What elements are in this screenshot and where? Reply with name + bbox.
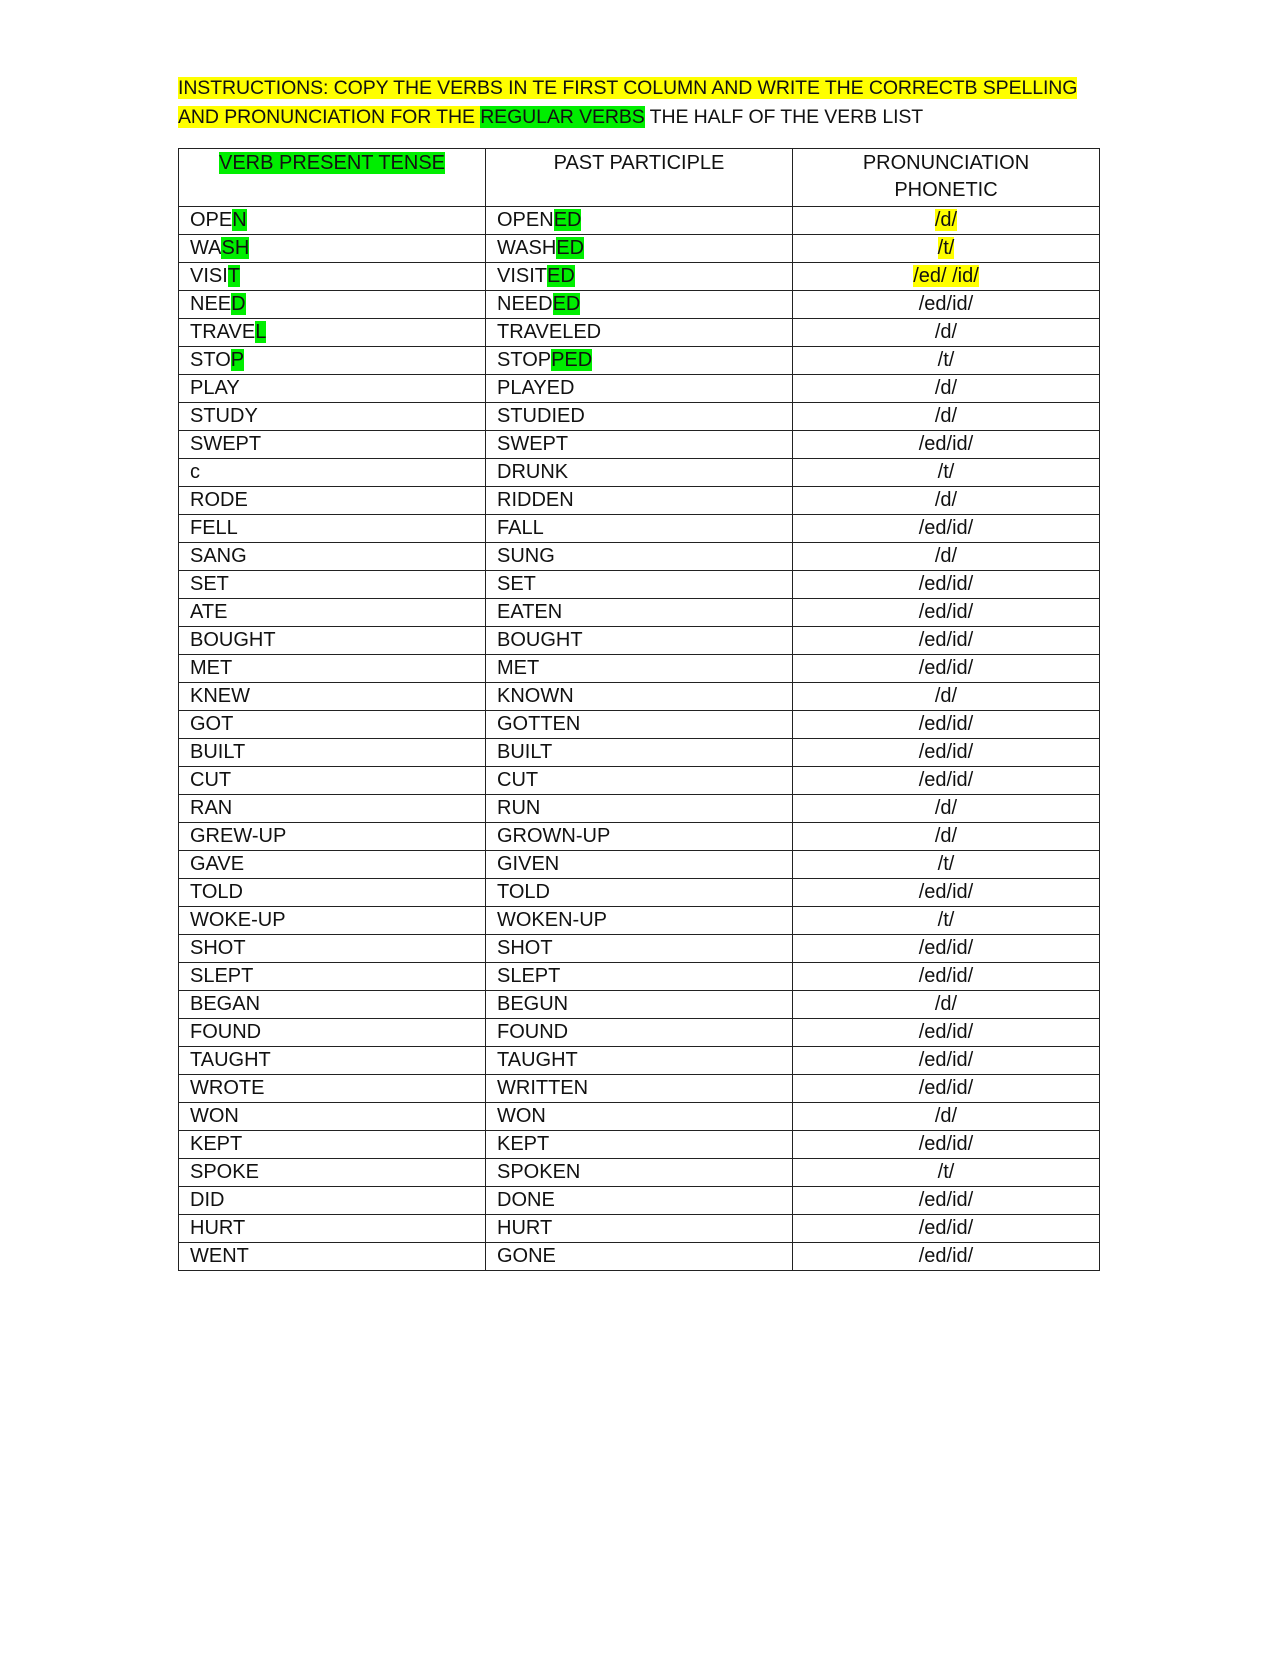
- document-page: [178, 74, 1100, 1271]
- cell-past: KNOWN: [486, 683, 793, 711]
- cell-past: FOUND: [486, 1019, 793, 1047]
- table-row: [179, 1103, 1100, 1131]
- cell-pronunciation: /ed/id/: [793, 767, 1100, 795]
- cell-past: WON: [486, 1103, 793, 1131]
- cell-past: BUILT: [486, 739, 793, 767]
- table-row: [179, 1215, 1100, 1243]
- table-row: [179, 655, 1100, 683]
- cell-pronunciation: [793, 207, 1100, 235]
- cell-pronunciation: /ed/id/: [793, 1215, 1100, 1243]
- table-row: [179, 515, 1100, 543]
- cell-pronunciation: /t/: [793, 907, 1100, 935]
- past-stem: WASH: [497, 237, 557, 259]
- pronunciation-text: /d/: [934, 321, 958, 343]
- pronunciation-text: /d/: [934, 209, 958, 231]
- cell-pronunciation: /ed/id/: [793, 879, 1100, 907]
- table-row: [179, 207, 1100, 235]
- present-stem: VISI: [190, 265, 228, 287]
- cell-present: CUT: [179, 767, 486, 795]
- cell-present: FOUND: [179, 1019, 486, 1047]
- cell-past: MET: [486, 655, 793, 683]
- cell-pronunciation: /d/: [793, 543, 1100, 571]
- past-ending: ED: [553, 209, 582, 231]
- cell-past: RUN: [486, 795, 793, 823]
- table-body: [179, 207, 1100, 1271]
- cell-past: BEGUN: [486, 991, 793, 1019]
- table-row: [179, 571, 1100, 599]
- cell-past: SPOKEN: [486, 1159, 793, 1187]
- table-row: [179, 795, 1100, 823]
- header-present: [179, 149, 486, 207]
- cell-past: GONE: [486, 1243, 793, 1271]
- cell-pronunciation: /ed/id/: [793, 1019, 1100, 1047]
- cell-past: SUNG: [486, 543, 793, 571]
- cell-present: WOKE-UP: [179, 907, 486, 935]
- cell-pronunciation: [793, 291, 1100, 319]
- past-ending: ED: [552, 293, 581, 315]
- cell-past: GOTTEN: [486, 711, 793, 739]
- present-ending: T: [227, 265, 241, 287]
- cell-present: FELL: [179, 515, 486, 543]
- cell-pronunciation: /ed/id/: [793, 431, 1100, 459]
- cell-past: SLEPT: [486, 963, 793, 991]
- cell-past: DRUNK: [486, 459, 793, 487]
- header-pronunciation: [793, 149, 1100, 207]
- cell-present: SLEPT: [179, 963, 486, 991]
- cell-present: WON: [179, 1103, 486, 1131]
- cell-pronunciation: /ed/id/: [793, 627, 1100, 655]
- cell-present: [179, 235, 486, 263]
- cell-present: SET: [179, 571, 486, 599]
- present-ending: N: [232, 209, 247, 231]
- past-stem: STOP: [497, 349, 552, 371]
- past-stem: TRAVELED: [497, 321, 602, 343]
- cell-present: [179, 291, 486, 319]
- cell-past: STUDIED: [486, 403, 793, 431]
- cell-pronunciation: /ed/id/: [793, 739, 1100, 767]
- cell-past: GROWN-UP: [486, 823, 793, 851]
- cell-past: [486, 263, 793, 291]
- cell-pronunciation: /d/: [793, 823, 1100, 851]
- cell-present: TAUGHT: [179, 1047, 486, 1075]
- cell-present: c: [179, 459, 486, 487]
- table-row: [179, 1243, 1100, 1271]
- table-row: [179, 347, 1100, 375]
- cell-present: WENT: [179, 1243, 486, 1271]
- table-row: [179, 851, 1100, 879]
- table-row: [179, 1187, 1100, 1215]
- cell-pronunciation: [793, 347, 1100, 375]
- cell-past: CUT: [486, 767, 793, 795]
- past-stem: VISIT: [497, 265, 548, 287]
- cell-past: SWEPT: [486, 431, 793, 459]
- table-row: [179, 403, 1100, 431]
- present-stem: WA: [190, 237, 222, 259]
- cell-present: TOLD: [179, 879, 486, 907]
- cell-past: TAUGHT: [486, 1047, 793, 1075]
- cell-past: HURT: [486, 1215, 793, 1243]
- pronunciation-text: /t/: [937, 237, 955, 259]
- cell-pronunciation: /ed/id/: [793, 935, 1100, 963]
- cell-past: [486, 207, 793, 235]
- cell-pronunciation: /d/: [793, 375, 1100, 403]
- cell-present: [179, 319, 486, 347]
- table-row: [179, 1075, 1100, 1103]
- table-row: [179, 683, 1100, 711]
- cell-pronunciation: /ed/id/: [793, 1075, 1100, 1103]
- cell-pronunciation: /d/: [793, 403, 1100, 431]
- cell-past: WOKEN-UP: [486, 907, 793, 935]
- table-row: [179, 263, 1100, 291]
- cell-present: SWEPT: [179, 431, 486, 459]
- cell-pronunciation: /ed/id/: [793, 1187, 1100, 1215]
- cell-past: RIDDEN: [486, 487, 793, 515]
- cell-present: WROTE: [179, 1075, 486, 1103]
- cell-past: WRITTEN: [486, 1075, 793, 1103]
- cell-past: KEPT: [486, 1131, 793, 1159]
- present-stem: NEE: [190, 293, 232, 315]
- present-ending: L: [255, 321, 267, 343]
- table-row: [179, 235, 1100, 263]
- pronunciation-text: /t/: [937, 349, 955, 371]
- cell-present: SHOT: [179, 935, 486, 963]
- cell-present: GAVE: [179, 851, 486, 879]
- cell-present: GREW-UP: [179, 823, 486, 851]
- cell-pronunciation: /d/: [793, 683, 1100, 711]
- table-row: [179, 291, 1100, 319]
- table-row: [179, 1159, 1100, 1187]
- past-ending: ED: [547, 265, 575, 287]
- table-row: [179, 1131, 1100, 1159]
- cell-pronunciation: /ed/id/: [793, 1243, 1100, 1271]
- cell-past: [486, 291, 793, 319]
- table-row: [179, 459, 1100, 487]
- cell-present: RODE: [179, 487, 486, 515]
- cell-pronunciation: /d/: [793, 795, 1100, 823]
- cell-present: PLAY: [179, 375, 486, 403]
- cell-past: SHOT: [486, 935, 793, 963]
- table-row: [179, 879, 1100, 907]
- cell-present: [179, 207, 486, 235]
- cell-pronunciation: /ed/id/: [793, 571, 1100, 599]
- header-pron-line1: PRONUNCIATION: [862, 152, 1030, 174]
- instructions-part-1: INSTRUCTIONS: COPY THE VERBS IN TE FIRST COLUMN AND WRITE THE CORRECTB SPELLING AND PRONUNCIATION FOR THE: [178, 77, 1078, 128]
- header-past-label: PAST PARTICIPLE: [553, 152, 725, 174]
- table-row: [179, 599, 1100, 627]
- pronunciation-text: /ed/id/: [918, 293, 974, 315]
- table-row: [179, 739, 1100, 767]
- instructions-part-3: THE HALF OF THE VERB LIST: [644, 106, 924, 128]
- cell-past: TOLD: [486, 879, 793, 907]
- table-row: [179, 711, 1100, 739]
- cell-past: GIVEN: [486, 851, 793, 879]
- cell-present: BUILT: [179, 739, 486, 767]
- cell-present: BEGAN: [179, 991, 486, 1019]
- present-stem: TRAVE: [190, 321, 256, 343]
- cell-past: EATEN: [486, 599, 793, 627]
- cell-pronunciation: [793, 263, 1100, 291]
- table-row: [179, 1019, 1100, 1047]
- table-row: [179, 1047, 1100, 1075]
- cell-present: KNEW: [179, 683, 486, 711]
- table-row: [179, 543, 1100, 571]
- cell-pronunciation: [793, 235, 1100, 263]
- verb-table: [178, 148, 1100, 1271]
- past-ending: PED: [551, 349, 593, 371]
- past-stem: NEED: [497, 293, 553, 315]
- present-ending: D: [231, 293, 246, 315]
- table-header-row: [179, 149, 1100, 207]
- cell-pronunciation: /d/: [793, 487, 1100, 515]
- instructions-text: [178, 74, 1100, 132]
- present-ending: P: [230, 349, 245, 371]
- cell-present: RAN: [179, 795, 486, 823]
- cell-present: SANG: [179, 543, 486, 571]
- cell-pronunciation: /ed/id/: [793, 1047, 1100, 1075]
- present-stem: OPE: [190, 209, 233, 231]
- table-row: [179, 319, 1100, 347]
- cell-pronunciation: /ed/id/: [793, 963, 1100, 991]
- cell-pronunciation: /ed/id/: [793, 1131, 1100, 1159]
- table-row: [179, 907, 1100, 935]
- cell-present: DID: [179, 1187, 486, 1215]
- pronunciation-text: /ed/ /id/: [913, 265, 979, 287]
- cell-pronunciation: /t/: [793, 459, 1100, 487]
- cell-past: FALL: [486, 515, 793, 543]
- cell-pronunciation: /ed/id/: [793, 599, 1100, 627]
- cell-present: BOUGHT: [179, 627, 486, 655]
- cell-pronunciation: /t/: [793, 851, 1100, 879]
- table-row: [179, 963, 1100, 991]
- table-row: [179, 431, 1100, 459]
- header-past: [486, 149, 793, 207]
- cell-present: HURT: [179, 1215, 486, 1243]
- table-row: [179, 767, 1100, 795]
- present-stem: STO: [190, 349, 231, 371]
- cell-pronunciation: /t/: [793, 1159, 1100, 1187]
- cell-present: [179, 347, 486, 375]
- present-ending: SH: [221, 237, 250, 259]
- cell-present: GOT: [179, 711, 486, 739]
- past-ending: ED: [556, 237, 585, 259]
- table-row: [179, 935, 1100, 963]
- table-row: [179, 487, 1100, 515]
- cell-pronunciation: /ed/id/: [793, 655, 1100, 683]
- cell-present: KEPT: [179, 1131, 486, 1159]
- cell-past: PLAYED: [486, 375, 793, 403]
- table-row: [179, 375, 1100, 403]
- cell-pronunciation: /ed/id/: [793, 515, 1100, 543]
- cell-present: MET: [179, 655, 486, 683]
- cell-present: [179, 263, 486, 291]
- cell-pronunciation: /d/: [793, 1103, 1100, 1131]
- header-pron-line2: PHONETIC: [894, 179, 998, 201]
- cell-past: BOUGHT: [486, 627, 793, 655]
- cell-present: STUDY: [179, 403, 486, 431]
- cell-past: SET: [486, 571, 793, 599]
- table-row: [179, 627, 1100, 655]
- cell-pronunciation: [793, 319, 1100, 347]
- table-row: [179, 991, 1100, 1019]
- header-present-label: VERB PRESENT TENSE: [219, 152, 445, 174]
- cell-pronunciation: /d/: [793, 991, 1100, 1019]
- cell-pronunciation: /ed/id/: [793, 711, 1100, 739]
- cell-past: [486, 319, 793, 347]
- table-row: [179, 823, 1100, 851]
- cell-present: SPOKE: [179, 1159, 486, 1187]
- instructions-regular-verbs: REGULAR VERBS: [480, 106, 645, 128]
- past-stem: OPEN: [497, 209, 554, 231]
- cell-past: [486, 347, 793, 375]
- cell-present: ATE: [179, 599, 486, 627]
- cell-past: DONE: [486, 1187, 793, 1215]
- cell-past: [486, 235, 793, 263]
